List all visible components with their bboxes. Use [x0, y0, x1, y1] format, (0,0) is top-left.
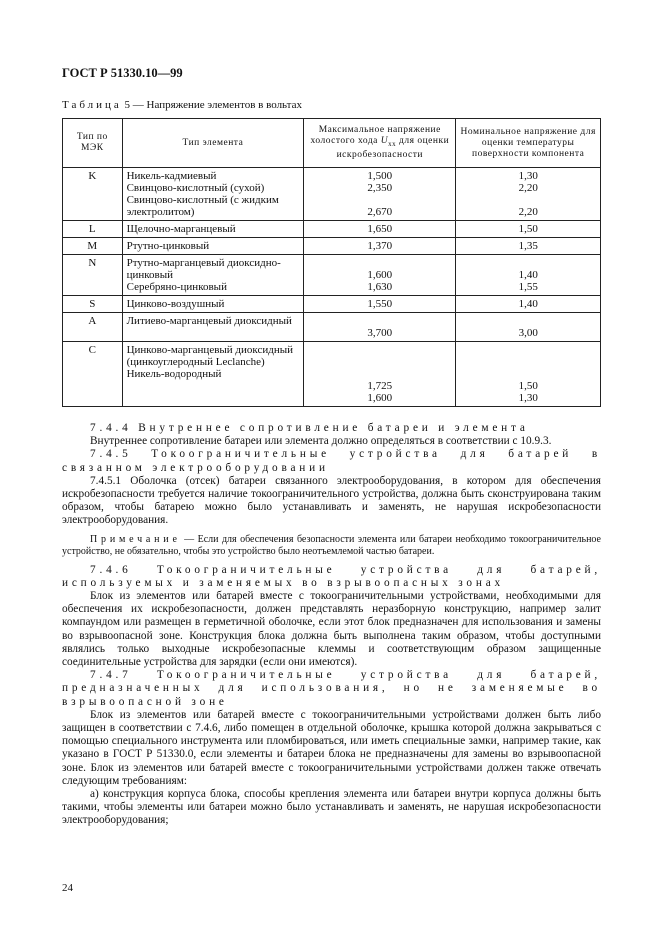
col-iec-type: Тип по МЭК	[63, 119, 123, 168]
row-code: K	[63, 168, 123, 221]
document-header: ГОСТ Р 51330.10—99	[62, 66, 183, 80]
section-7-4-4: 7.4.4 Внутреннее сопротивление батареи и элемента Внутреннее сопротивление батареи или элемента должно определяться в соответствии с 10.9.3. 7.4.5 Токоограничительные устройства для батарей в связанном электрооборудовании 7.4.5.1 Оболочка (отсек) батареи связанного электрооборудования, в котором для обеспечения искробезопасности требуется наличие токоограничительного устройства, должна быть сконструирована таким образом, чтобы батарею можно было устанавливать и заменять, не нарушая искробезопасности электрооборудования. Примечание — Если для обеспечения безопасности элемента или батареи необходимо токоограничительное устройство, не обязательно, чтобы это устройство было неотъемлемой частью батареи. 7.4.6 Токоограничительные устройства для батарей, используемых и заменяемых во взрывоопасных зонах Блок из элементов или батарей вместе с токоограничительными устройствами, необходимыми для обеспечения их искробезопасности, должен представлять неразборную конструкцию, например залит компаундом или размещен в герметичной оболочке, если этот блок предназначен для использования и замены во взрывоопасной зоне. Конструкция блока должна быть выполнена таким образом, чтобы доступными являлись только выходные искробезопасные клеммы и соответствующим образом защищенные соединительные устройства для зарядки (если они имеются). 7.4.7 Токоограничительные устройства для батарей, предназначенных для использования, но не заменяемые во взрывоопасной зоне Блок из элементов или батарей вместе с токоограничительными устройствами должен быть либо защищен в соответствии с 7.4.6, либо помещен в отдельной оболочке, крышка которой должна закрываться с помощью специального инструмента или пломбироваться, или иметь специальные замки, например такие, как указано в ГОСТ Р 51330.0, если элементы и батареи блока не предназначены для замены во взрывоопасной зоне. Блок из элементов или батарей вместе с токоограничительными устройствами должен также отвечать следующим требованиям: а) конструкция корпуса блока, способы крепления элемента или батареи внутри корпуса должны быть такими, чтобы элементы или батареи можно было устанавливать и заменять, не нарушая искробезопасности электрооборудования;	[62, 422, 601, 827]
voltage-table	[62, 118, 601, 407]
row-nom: 1,30 2,20 2,20	[456, 168, 601, 221]
heading-7-4-6: 7.4.6 Токоограничительные устройства для батарей, используемых и заменяемых во взрывоопасных зонах	[62, 563, 601, 589]
table-header-row	[63, 119, 601, 168]
table-row	[63, 168, 601, 221]
note: Примечание — Если для обеспечения безопасности элемента или батареи необходимо токоограничительное устройство, не обязательно, чтобы это устройство было неотъемлемой частью батареи.	[62, 533, 601, 557]
table-caption: Таблица 5 — Напряжение элементов в вольтах	[62, 99, 302, 111]
heading-7-4-7: 7.4.7 Токоограничительные устройства для батарей, предназначенных для использования, но не заменяемые во взрывоопасной зоне	[62, 669, 601, 708]
table-row: A Литиево-марганцевый диоксидный 3,700 3,00	[63, 313, 601, 342]
table-row: M Ртутно-цинковый 1,370 1,35	[63, 238, 601, 255]
col-max-voltage: Максимальное напряжение холостого хода $U_{хх}$ для оценки искробезопасности	[304, 119, 456, 168]
table-row: N Ртутно-марганцевый диоксидно-цинковый Серебряно-цинковый 1,600 1,630 1,40 1,55	[63, 255, 601, 296]
table-row: S Цинково-воздушный 1,550 1,40	[63, 296, 601, 313]
row-max: 1,500 2,350 2,670	[304, 168, 456, 221]
heading-7-4-5: 7.4.5 Токоограничительные устройства для батарей в связанном электрооборудовании	[62, 448, 601, 474]
table-row: L Щелочно-марганцевый 1,650 1,50	[63, 221, 601, 238]
heading-7-4-4: 7.4.4 Внутреннее сопротивление батареи и элемента	[90, 422, 529, 434]
row-types: Никель-кадмиевый Свинцово-кислотный (сухой) Свинцово-кислотный (с жидким электролитом)	[122, 168, 304, 221]
col-cell-type: Тип элемента	[122, 119, 304, 168]
table-row: C Цинково-марганцевый диоксидный (цинкоуглеродный Leclanche) Никель-водородный 1,725 1,600 1,50 1,30	[63, 342, 601, 407]
page-number: 24	[62, 882, 73, 894]
col-nominal-voltage: Номинальное напряжение для оценки температуры поверхности компонента	[456, 119, 601, 168]
